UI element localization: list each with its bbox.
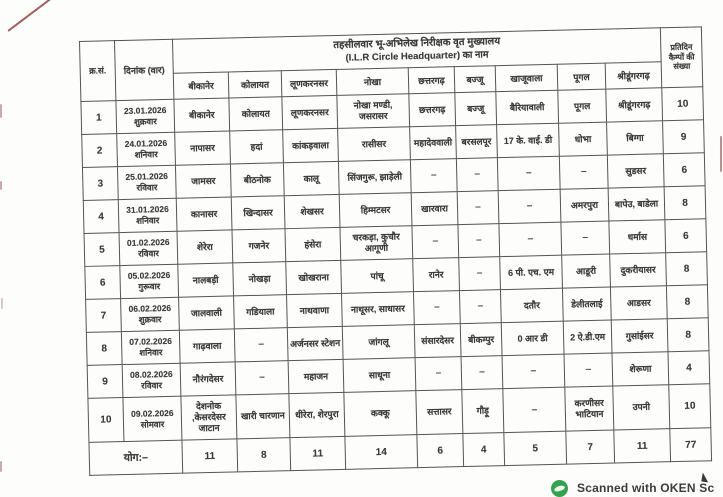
camp-cell-बीकानेर: कानासर — [176, 197, 232, 231]
camp-cell-पूगल: – — [564, 353, 613, 387]
row-serial: 7 — [86, 299, 122, 333]
daily-camp-count: 8 — [666, 252, 708, 286]
total-नोखा: 14 — [345, 435, 418, 470]
camp-cell-पूगल: 2 ऐ.डी.एम — [563, 320, 612, 354]
row-serial: 10 — [88, 398, 124, 443]
header-tehsil-2: कोलायत — [228, 71, 282, 98]
camp-cell-छत्तरगढ़: – — [415, 357, 462, 391]
camp-cell-लूणकरनसर: लूणकरनसर — [282, 95, 338, 129]
oken-scanner-watermark — [551, 479, 714, 497]
camp-cell-बज्जू: बीकम्पुर — [460, 323, 502, 357]
camp-cell-बीकानेर: बीकानेर — [174, 98, 230, 132]
row-serial: 9 — [87, 365, 123, 399]
camp-cell-नोखा: नाथूसर, साधासर — [342, 292, 415, 327]
camp-cell-खाजूवाला: 0 आर डी — [501, 321, 564, 355]
header-tehsil-3: लूणकरनसर — [281, 69, 337, 96]
camp-cell-बज्जू: – — [456, 158, 498, 192]
camp-cell-पूगल: धोभा — [559, 122, 608, 156]
camp-cell-कोलायत: कोलायत — [229, 97, 283, 131]
day-value: शनिवार — [139, 347, 163, 358]
camp-cell-कोलायत: गडियाला — [234, 295, 288, 329]
red-edge-mark — [1, 298, 3, 309]
red-edge-mark — [0, 181, 2, 190]
row-date — [119, 231, 178, 265]
day-value: सोमवार — [140, 418, 165, 430]
header-daily-camp-count: प्रतिदिन कैम्पों की संख्या — [660, 27, 702, 88]
camp-schedule-table — [79, 26, 712, 476]
date-value: 05.02.2026 — [127, 270, 171, 282]
total-बीकानेर: 11 — [182, 439, 238, 473]
camp-cell-श्रीडूंगरगढ़: बिग्गा — [607, 121, 664, 155]
camp-cell-कोलायत: बीठनोक — [230, 163, 284, 197]
camp-cell-कोलायत: – — [235, 361, 289, 395]
camp-cell-पूगल: करणीसर भाटियान — [565, 386, 614, 431]
row-serial: 1 — [81, 101, 117, 135]
camp-cell-बज्जू: बज्जू — [455, 92, 497, 126]
camp-cell-खाजूवाला: – — [502, 354, 565, 388]
row-date — [117, 132, 176, 166]
total-पूगल: 7 — [566, 430, 615, 464]
camp-cell-बज्जू: बरसलपूर — [456, 125, 498, 159]
camp-cell-बीकानेर: शेरेरा — [177, 230, 233, 264]
camp-cell-बज्जू: – — [458, 224, 500, 258]
camp-cell-पूगल: डेलीतलाई — [562, 287, 611, 321]
camp-cell-खाजूवाला: – — [498, 189, 561, 223]
daily-camp-count: 10 — [669, 384, 711, 429]
camp-cell-श्रीडूंगरगढ़: बापेउ, बाडेला — [608, 187, 665, 221]
camp-schedule-sheet — [79, 26, 712, 476]
camp-cell-छत्तरगढ़: रानेर — [413, 258, 460, 292]
total-लूणकरनसर: 11 — [290, 436, 346, 470]
total-श्रीडूंगरगढ़: 11 — [614, 429, 671, 463]
camp-cell-श्रीडूंगरगढ़: उपनी — [613, 385, 670, 430]
red-edge-mark — [0, 104, 2, 118]
camp-cell-कोलायत: खिन्दासर — [231, 196, 285, 230]
camp-cell-कोलायत: – — [234, 328, 288, 362]
oken-scanner-logo-icon — [551, 480, 568, 497]
row-date — [123, 396, 182, 441]
camp-cell-कोलायत: नोखड़ा — [233, 262, 287, 296]
camp-cell-बीकानेर: जालवाली — [179, 296, 235, 330]
date-value: 09.02.2026 — [130, 407, 174, 419]
date-value: 01.02.2026 — [126, 237, 170, 249]
camp-cell-श्रीडूंगरगढ़: धर्मास — [609, 220, 666, 254]
camp-cell-खाजूवाला: 17 के. वाई. डी — [497, 123, 560, 157]
camp-cell-कोलायत: हदां — [230, 130, 284, 164]
camp-cell-छत्तरगढ़: – — [412, 225, 459, 259]
row-serial: 8 — [86, 332, 122, 366]
day-value: रविवार — [136, 182, 158, 193]
row-serial: 3 — [82, 167, 118, 201]
camp-cell-बज्जू: – — [457, 191, 499, 225]
camp-cell-खाजूवाला: – — [499, 222, 562, 256]
row-date — [121, 297, 180, 331]
camp-cell-श्रीडूंगरगढ़: दुकरीयासर — [610, 253, 667, 287]
camp-cell-पूगल: – — [561, 221, 610, 255]
row-date — [122, 363, 181, 397]
row-serial: 4 — [83, 200, 119, 234]
camp-cell-बीकानेर: देशनोक ,केसरदेसर जाटान — [181, 395, 237, 440]
row-date — [117, 165, 176, 199]
camp-cell-लूणकरनसर: अर्जनसर स्टेशन — [287, 326, 343, 360]
camp-cell-पूगल: – — [559, 155, 608, 189]
day-value: शनिवार — [136, 215, 160, 226]
camp-cell-बीकानेर: गाढ़वाला — [179, 329, 235, 363]
camp-cell-श्रीडूंगरगढ़: गुसांईसर — [611, 319, 668, 353]
date-value: 23.01.2026 — [123, 105, 167, 117]
total-छत्तरगढ़: 6 — [417, 434, 464, 468]
red-edge-mark — [720, 136, 722, 172]
camp-cell-नोखा: नोखा मण्डी, जसरासर — [337, 94, 410, 129]
row-date — [120, 264, 179, 298]
row-date — [121, 330, 180, 364]
camp-cell-लूणकरनसर: शेखसर — [284, 194, 340, 228]
total-बज्जू: 4 — [463, 433, 505, 467]
camp-cell-पूगल: आडूरी — [562, 254, 611, 288]
total-label: योग:– — [89, 440, 183, 475]
daily-camp-count: 10 — [662, 87, 704, 121]
table-body — [81, 87, 711, 443]
header-serial-no: क्र.सं. — [80, 41, 116, 102]
day-value: रविवार — [141, 380, 163, 391]
row-date — [118, 198, 177, 232]
header-tehsil-4: नोखा — [336, 68, 409, 96]
camp-cell-नोखा: कक्कू — [344, 391, 417, 437]
group-title-line1: तहसीलवार भू-अभिलेख निरीक्षक वृत मुख्यालय — [333, 36, 501, 52]
camp-cell-श्रीडूंगरगढ़: शेरूणा — [612, 352, 669, 386]
camp-cell-नोखा: जांगलू — [342, 325, 415, 360]
camp-cell-पूगल: पूगल — [558, 89, 607, 123]
camp-cell-नोखा: पांचू — [341, 259, 414, 294]
camp-cell-लूणकरनसर: महाजन — [288, 359, 344, 393]
oken-scanner-label: Scanned with OKEN Sc — [577, 481, 715, 495]
camp-cell-खाजूवाला: – — [497, 156, 560, 190]
camp-cell-बज्जू: गौड़ू — [462, 389, 504, 434]
daily-camp-count: 8 — [664, 186, 706, 220]
date-value: 08.02.2026 — [129, 369, 173, 381]
camp-cell-बज्जू: – — [459, 257, 501, 291]
camp-cell-छत्तरगढ़: सत्तासर — [416, 390, 463, 435]
header-tehsil-1: बीकानेर — [173, 72, 229, 99]
day-value: शनिवार — [134, 149, 158, 160]
camp-cell-खाजूवाला: बैरियावाली — [496, 90, 559, 124]
camp-cell-बीकानेर: जामसर — [175, 164, 231, 198]
camp-cell-नोखा: चरकड़ा, कुचौर आगूणी — [340, 226, 413, 261]
total-कोलायत: 8 — [237, 438, 291, 472]
header-tehsil-8: पूगल — [557, 63, 606, 90]
red-pen-corner-mark — [8, 0, 60, 36]
row-date — [116, 99, 175, 133]
camp-cell-छत्तरगढ़: – — [410, 159, 457, 193]
date-value: 07.02.2026 — [129, 336, 172, 348]
header-tehsil-5: छत्तरगढ़ — [408, 67, 455, 94]
camp-cell-बीकानेर: नालबड़ी — [178, 263, 234, 297]
camp-cell-श्रीडूंगरगढ़: श्रीडूंगरगढ़ — [606, 88, 663, 122]
camp-cell-लूणकरनसर: नाथवाणा — [287, 293, 343, 327]
camp-cell-बज्जू: – — [461, 356, 503, 390]
daily-camp-count: 4 — [668, 351, 710, 385]
camp-cell-कोलायत: खारी चारणान — [236, 394, 290, 439]
camp-cell-लूणकरनसर: हंसेरा — [285, 227, 341, 261]
day-value: शुक्रवार — [133, 116, 157, 127]
camp-cell-छत्तरगढ़: महादेववाली — [410, 126, 457, 160]
camp-cell-श्रीडूंगरगढ़: सुडसर — [607, 154, 664, 188]
camp-cell-बज्जू: – — [459, 290, 501, 324]
group-title-line2: (I.L.R Circle Headquarter) का नाम — [345, 49, 489, 64]
header-date-day: दिनांक (वार) — [115, 39, 174, 100]
daily-camp-count: 8 — [667, 285, 709, 319]
camp-cell-नोखा: रासीसर — [338, 127, 411, 162]
daily-camp-count: 8 — [667, 318, 709, 352]
date-value: 31.01.2026 — [126, 204, 169, 216]
row-serial: 2 — [82, 134, 118, 168]
header-tehsil-6: बज्जू — [454, 66, 496, 93]
row-serial: 6 — [85, 266, 121, 300]
camp-cell-खाजूवाला: दतौर — [500, 288, 563, 322]
camp-cell-खाजूवाला: – — [503, 387, 566, 432]
daily-camp-count: 6 — [665, 219, 707, 253]
total-खाजूवाला: 5 — [504, 431, 567, 465]
camp-cell-छत्तरगढ़: खारवारा — [411, 192, 458, 226]
date-value: 25.01.2026 — [125, 171, 169, 183]
camp-cell-नोखा: हिम्मटसर — [339, 193, 412, 228]
camp-cell-लूणकरनसर: कालू — [283, 161, 339, 195]
day-value: शुक्रवार — [138, 314, 162, 325]
day-value: गुरूवार — [138, 281, 161, 292]
red-edge-mark — [0, 461, 2, 472]
camp-cell-लूणकरनसर: कांकड़वाला — [283, 128, 339, 162]
camp-cell-पूगल: अमरपुरा — [560, 188, 609, 222]
row-serial: 5 — [84, 233, 120, 267]
camp-cell-लूणकरनसर: धीरेरा, शेरपुरा — [289, 392, 345, 437]
day-value: रविवार — [138, 248, 160, 259]
date-value: 24.01.2026 — [124, 138, 168, 150]
camp-cell-नोखा: सिंजगुरू, झाड़ेली — [338, 160, 411, 195]
daily-camp-count: 9 — [663, 120, 705, 154]
camp-cell-छत्तरगढ़: संसारदेसर — [414, 324, 461, 358]
camp-cell-बीकानेर: नापासर — [175, 131, 231, 165]
camp-cell-छत्तरगढ़: छत्तरगढ़ — [409, 93, 456, 127]
camp-cell-लूणकरनसर: खोखराना — [286, 260, 342, 294]
grand-total: 77 — [670, 428, 712, 462]
daily-camp-count: 6 — [663, 153, 705, 187]
camp-cell-श्रीडूंगरगढ़: आडसर — [610, 286, 667, 320]
header-tehsil-9: श्रीडूंगरगढ़ — [605, 62, 662, 89]
camp-cell-नोखा: साधूना — [343, 358, 416, 393]
header-tehsil-7: खाजूवाला — [495, 64, 558, 91]
camp-cell-कोलायत: गजनेर — [232, 229, 286, 263]
camp-cell-खाजूवाला: 6 पी. एच. एम — [500, 255, 563, 289]
camp-cell-बीकानेर: नौरंगदेसर — [180, 362, 236, 396]
date-value: 06.02.2026 — [128, 303, 172, 315]
camp-cell-छत्तरगढ़: – — [413, 291, 460, 325]
